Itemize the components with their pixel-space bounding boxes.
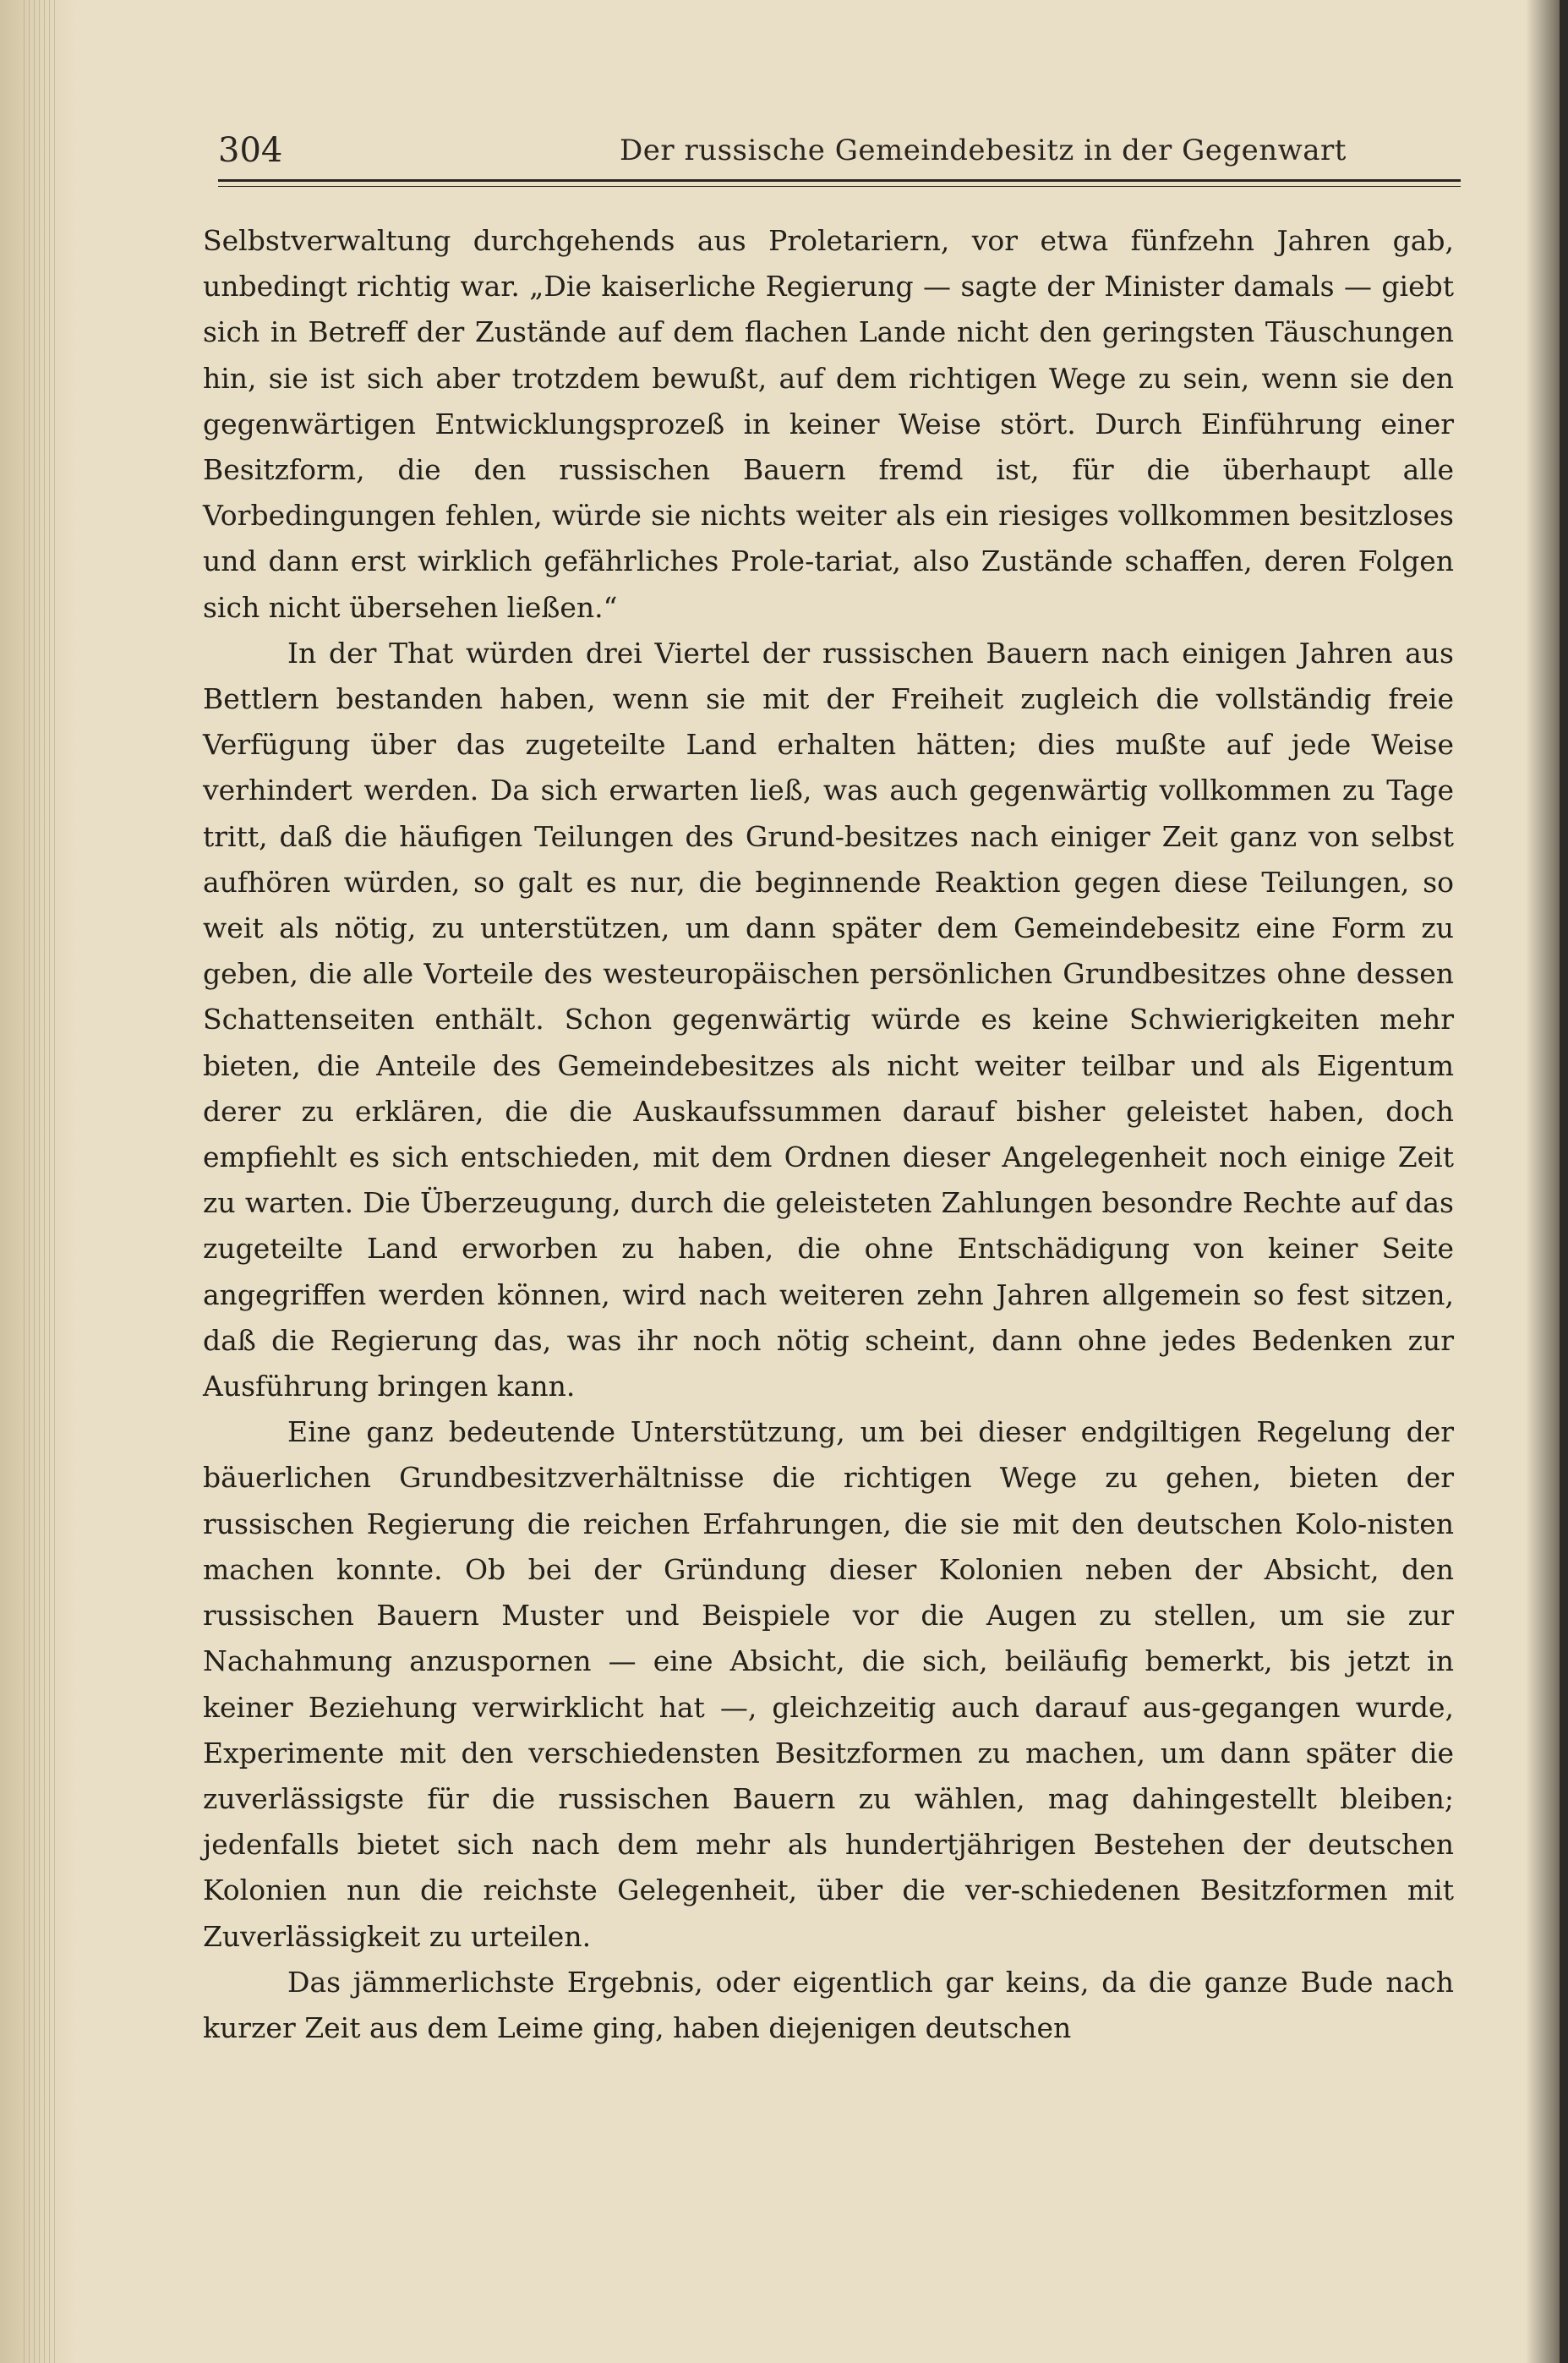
page-number: 304 xyxy=(218,131,283,170)
running-title: Der russische Gemeindebesitz in der Gegenwart xyxy=(620,134,1347,167)
header-rule-thin xyxy=(218,186,1461,187)
paragraph-4: Das jämmerlichste Ergebnis, oder eigentlich gar keins, da die ganze Bude nach kurzer Zeit aus dem Leime ging, haben diejenigen deutschen xyxy=(203,1965,1454,2044)
paragraph-2: In der That würden drei Viertel der russischen Bauern nach einigen Jahren aus Bettlern bestanden haben, wenn sie mit der Freiheit zugleich die vollständig freie Verfügung über das zugeteilte Land erhalten hätten; dies mußte auf jede Weise verhindert werden. Da sich erwarten ließ, was auch gegenwärtig vollkommen zu Tage tritt, daß die häufigen Teilungen des Grund-besitzes nach einiger Zeit ganz von selbst aufhören würden, so galt es nur, die beginnende Reaktion gegen diese Teilungen, so weit als nötig, zu unterstützen, um dann später dem Gemeindebesitz eine Form zu geben, die alle Vorteile des westeuropäischen persönlichen Grundbesitzes ohne dessen Schattenseiten enthält. Schon gegenwärtig würde es keine Schwierigkeiten mehr bieten, die Anteile des Gemeindebesitzes als nicht weiter teilbar und als Eigentum derer zu erklären, die die Auskaufssummen darauf bisher geleistet haben, doch empfiehlt es sich entschieden, mit dem Ordnen dieser Angelegenheit noch einige Zeit zu warten. Die Überzeugung, durch die geleisteten Zahlungen besondre Rechte auf das zugeteilte Land erworben zu haben, die ohne Entschädigung von keiner Seite angegriffen werden können, wird nach weiteren zehn Jahren allgemein so fest sitzen, daß die Regierung das, was ihr noch nötig scheint, dann ohne jedes Bedenken zur Ausführung bringen kann. xyxy=(203,636,1454,1403)
page-edge-shadow xyxy=(1526,0,1560,2363)
running-header xyxy=(218,125,1461,176)
paragraph-1: Selbstverwaltung durchgehends aus Proletariern, vor etwa fünfzehn Jahren gab, unbedingt richtig war. „Die kaiserliche Regierung — sagte der Minister damals — giebt sich in Betreff der Zustände auf dem flachen Lande nicht den geringsten Täuschungen hin, sie ist sich aber trotzdem bewußt, auf dem richtigen Wege zu sein, wenn sie den gegenwärtigen Entwicklungsprozeß in keiner Weise stört. Durch Einführung einer Besitzform, die den russischen Bauern fremd ist, für die überhaupt alle Vorbedingungen fehlen, würde sie nichts weiter als ein riesiges vollkommen besitzloses und dann erst wirklich gefährliches Prole-tariat, also Zustände schaffen, deren Folgen sich nicht übersehen ließen.“ xyxy=(203,224,1454,624)
binding-edge xyxy=(24,0,57,2363)
body-text xyxy=(203,218,1454,2051)
paragraph-3: Eine ganz bedeutende Unterstützung, um bei dieser endgiltigen Regelung der bäuerlichen Grundbesitzverhältnisse die richtigen Wege zu gehen, bieten der russischen Regierung die reichen Erfahrungen, die sie mit den deutschen Kolo-nisten machen konnte. Ob bei der Gründung dieser Kolonien neben der Absicht, den russischen Bauern Muster und Beispiele vor die Augen zu stellen, um sie zur Nachahmung anzuspornen — eine Absicht, die sich, beiläufig bemerkt, bis jetzt in keiner Beziehung verwirklicht hat —, gleichzeitig auch darauf aus-gegangen wurde, Experimente mit den verschiedensten Besitzformen zu machen, um dann später die zuverlässigste für die russischen Bauern zu wählen, mag dahingestellt bleiben; jedenfalls bietet sich nach dem mehr als hundertjährigen Bestehen der deutschen Kolonien nun die reichste Gelegenheit, über die ver-schiedenen Besitzformen mit Zuverlässigkeit zu urteilen. xyxy=(203,1415,1454,1953)
header-rule-thick xyxy=(218,179,1461,182)
